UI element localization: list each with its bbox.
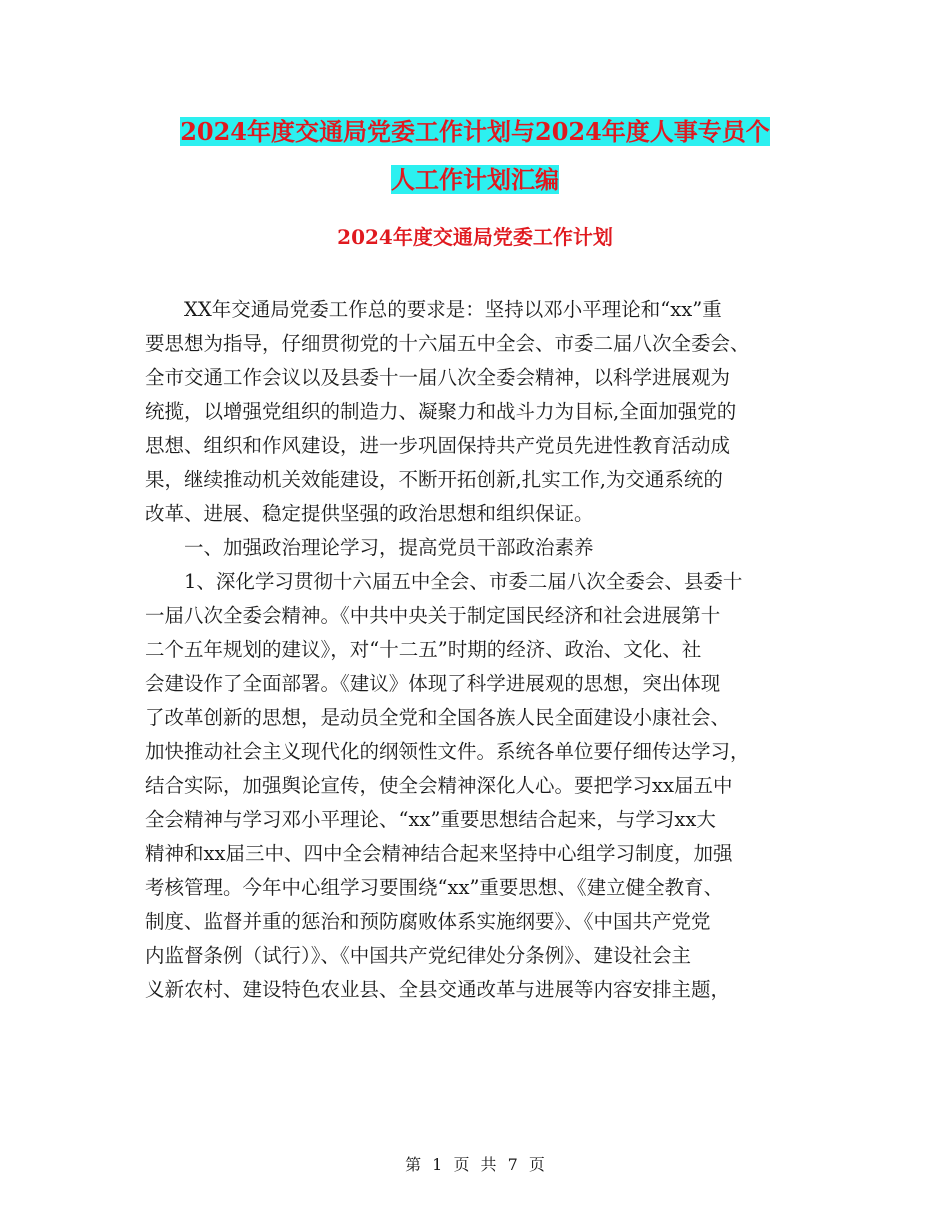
document-title-line-2 xyxy=(0,156,950,204)
text-line: 1、深化学习贯彻十六届五中全会、市委二届八次全委会、县委十 xyxy=(184,570,743,593)
text-line: XX年交通局党委工作总的要求是：坚持以邓小平理论和“xx”重 xyxy=(184,298,722,321)
text-line: 一届八次全委会精神。《中共中央关于制定国民经济和社会进展第十 xyxy=(145,604,721,627)
text-line: 会建设作了全面部署。《建议》体现了科学进展观的思想，突出体现 xyxy=(145,672,721,695)
text-line: 改革、进展、稳定提供坚强的政治思想和组织保证。 xyxy=(145,502,594,525)
title-highlight: 2024年度交通局党委工作计划与2024年度人事专员个 xyxy=(180,117,770,146)
text-line: 义新农村、建设特色农业县、全县交通改革与进展等内容安排主题， xyxy=(145,978,731,1001)
text-line: 加快推动社会主义现代化的纲领性文件。系统各单位要仔细传达学习， xyxy=(145,740,750,763)
section-title: 2024年度交通局党委工作计划 xyxy=(337,225,613,249)
page-footer: 第 1 页 共 7 页 xyxy=(405,1155,545,1174)
body-text xyxy=(145,293,805,1007)
text-line: 了改革创新的思想，是动员全党和全国各族人民全面建设小康社会、 xyxy=(145,706,731,729)
title-highlight: 人工作计划汇编 xyxy=(391,165,559,194)
text-line: 结合实际，加强舆论宣传，使全会精神深化人心。要把学习xx届五中 xyxy=(145,774,733,797)
text-line: 要思想为指导，仔细贯彻党的十六届五中全会、市委二届八次全委会、 xyxy=(145,332,750,355)
text-line: 果，继续推动机关效能建设，不断开拓创新,扎实工作,为交通系统的 xyxy=(145,468,723,491)
heading-line: 一、加强政治理论学习，提高党员干部政治素养 xyxy=(184,536,594,559)
document-title xyxy=(0,108,950,204)
text-line: 二个五年规划的建议》，对“十二五”时期的经济、政治、文化、社 xyxy=(145,638,702,661)
text-line: 全会精神与学习邓小平理论、“xx”重要思想结合起来，与学习xx大 xyxy=(145,808,716,831)
document-title-line-1 xyxy=(0,108,950,156)
text-line: 内监督条例（试行）》、《中国共产党纪律处分条例》、建设社会主 xyxy=(145,944,692,967)
text-line: 全市交通工作会议以及县委十一届八次全委会精神，以科学进展观为 xyxy=(145,366,731,389)
text-line: 统揽，以增强党组织的制造力、凝聚力和战斗力为目标,全面加强党的 xyxy=(145,400,737,423)
text-line: 思想、组织和作风建设，进一步巩固保持共产党员先进性教育活动成 xyxy=(145,434,731,457)
text-line: 制度、监督并重的惩治和预防腐败体系实施纲要》、《中国共产党党 xyxy=(145,910,711,933)
text-line: 考核管理。今年中心组学习要围绕“xx”重要思想、《建立健全教育、 xyxy=(145,876,724,899)
text-line: 精神和xx届三中、四中全会精神结合起来坚持中心组学习制度，加强 xyxy=(145,842,733,865)
